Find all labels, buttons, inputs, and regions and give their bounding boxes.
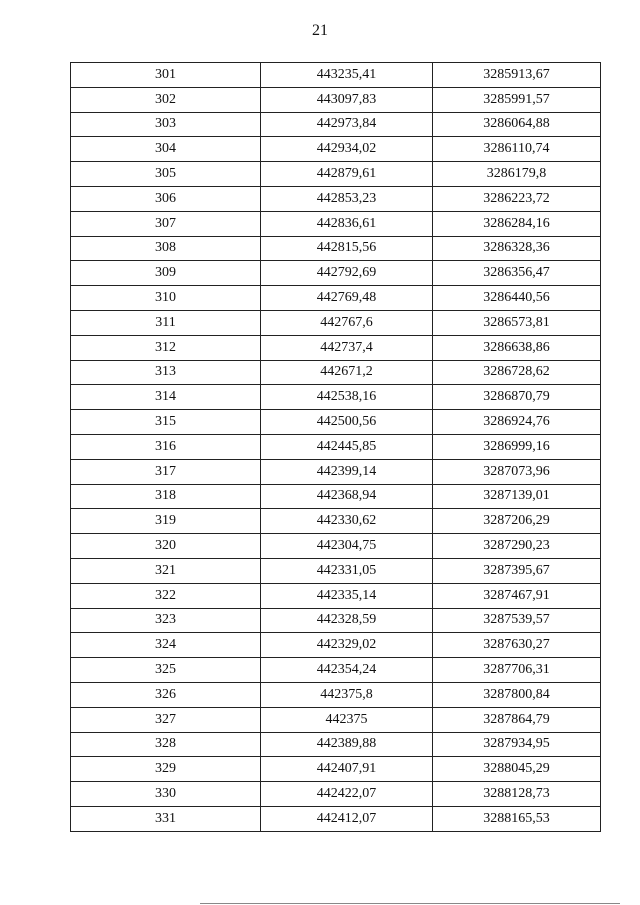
table-row [71, 484, 601, 509]
x-coordinate-cell: 442407,91 [261, 757, 433, 782]
coordinates-table-container [70, 62, 600, 832]
y-coordinate-cell: 3286924,76 [433, 410, 601, 435]
y-coordinate-cell: 3287206,29 [433, 509, 601, 534]
point-number-cell: 326 [71, 682, 261, 707]
point-number-cell: 331 [71, 806, 261, 831]
x-coordinate-cell: 442330,62 [261, 509, 433, 534]
y-coordinate-cell: 3286328,36 [433, 236, 601, 261]
table-row [71, 459, 601, 484]
point-number-cell: 310 [71, 286, 261, 311]
y-coordinate-cell: 3288165,53 [433, 806, 601, 831]
x-coordinate-cell: 442836,61 [261, 211, 433, 236]
point-number-cell: 307 [71, 211, 261, 236]
y-coordinate-cell: 3287467,91 [433, 583, 601, 608]
y-coordinate-cell: 3286440,56 [433, 286, 601, 311]
point-number-cell: 317 [71, 459, 261, 484]
point-number-cell: 301 [71, 63, 261, 88]
table-row [71, 162, 601, 187]
y-coordinate-cell: 3285991,57 [433, 87, 601, 112]
table-row [71, 633, 601, 658]
coordinates-table [70, 62, 601, 832]
y-coordinate-cell: 3286728,62 [433, 360, 601, 385]
point-number-cell: 329 [71, 757, 261, 782]
point-number-cell: 315 [71, 410, 261, 435]
table-row [71, 410, 601, 435]
y-coordinate-cell: 3287934,95 [433, 732, 601, 757]
page-number: 21 [312, 22, 328, 39]
y-coordinate-cell: 3288128,73 [433, 782, 601, 807]
point-number-cell: 314 [71, 385, 261, 410]
point-number-cell: 320 [71, 534, 261, 559]
x-coordinate-cell: 443097,83 [261, 87, 433, 112]
x-coordinate-cell: 442769,48 [261, 286, 433, 311]
x-coordinate-cell: 443235,41 [261, 63, 433, 88]
x-coordinate-cell: 442399,14 [261, 459, 433, 484]
point-number-cell: 328 [71, 732, 261, 757]
point-number-cell: 322 [71, 583, 261, 608]
x-coordinate-cell: 442354,24 [261, 658, 433, 683]
table-row [71, 707, 601, 732]
x-coordinate-cell: 442671,2 [261, 360, 433, 385]
y-coordinate-cell: 3286179,8 [433, 162, 601, 187]
x-coordinate-cell: 442368,94 [261, 484, 433, 509]
x-coordinate-cell: 442329,02 [261, 633, 433, 658]
x-coordinate-cell: 442853,23 [261, 186, 433, 211]
point-number-cell: 309 [71, 261, 261, 286]
table-row [71, 186, 601, 211]
x-coordinate-cell: 442422,07 [261, 782, 433, 807]
point-number-cell: 321 [71, 558, 261, 583]
y-coordinate-cell: 3288045,29 [433, 757, 601, 782]
x-coordinate-cell: 442412,07 [261, 806, 433, 831]
x-coordinate-cell: 442879,61 [261, 162, 433, 187]
table-row [71, 658, 601, 683]
x-coordinate-cell: 442331,05 [261, 558, 433, 583]
x-coordinate-cell: 442500,56 [261, 410, 433, 435]
y-coordinate-cell: 3285913,67 [433, 63, 601, 88]
point-number-cell: 311 [71, 310, 261, 335]
point-number-cell: 304 [71, 137, 261, 162]
x-coordinate-cell: 442973,84 [261, 112, 433, 137]
y-coordinate-cell: 3286064,88 [433, 112, 601, 137]
x-coordinate-cell: 442445,85 [261, 434, 433, 459]
y-coordinate-cell: 3287800,84 [433, 682, 601, 707]
point-number-cell: 306 [71, 186, 261, 211]
point-number-cell: 308 [71, 236, 261, 261]
table-row [71, 335, 601, 360]
y-coordinate-cell: 3287706,31 [433, 658, 601, 683]
y-coordinate-cell: 3286573,81 [433, 310, 601, 335]
x-coordinate-cell: 442335,14 [261, 583, 433, 608]
y-coordinate-cell: 3287539,57 [433, 608, 601, 633]
y-coordinate-cell: 3287630,27 [433, 633, 601, 658]
y-coordinate-cell: 3286638,86 [433, 335, 601, 360]
table-row [71, 236, 601, 261]
x-coordinate-cell: 442792,69 [261, 261, 433, 286]
table-row [71, 757, 601, 782]
table-row [71, 434, 601, 459]
x-coordinate-cell: 442389,88 [261, 732, 433, 757]
table-row [71, 360, 601, 385]
point-number-cell: 313 [71, 360, 261, 385]
table-row [71, 732, 601, 757]
table-row [71, 261, 601, 286]
x-coordinate-cell: 442375,8 [261, 682, 433, 707]
point-number-cell: 325 [71, 658, 261, 683]
table-row [71, 63, 601, 88]
y-coordinate-cell: 3287864,79 [433, 707, 601, 732]
table-row [71, 87, 601, 112]
table-row [71, 137, 601, 162]
table-row [71, 583, 601, 608]
y-coordinate-cell: 3287073,96 [433, 459, 601, 484]
point-number-cell: 330 [71, 782, 261, 807]
y-coordinate-cell: 3286356,47 [433, 261, 601, 286]
point-number-cell: 324 [71, 633, 261, 658]
x-coordinate-cell: 442304,75 [261, 534, 433, 559]
table-row [71, 211, 601, 236]
point-number-cell: 327 [71, 707, 261, 732]
y-coordinate-cell: 3286870,79 [433, 385, 601, 410]
y-coordinate-cell: 3287395,67 [433, 558, 601, 583]
table-row [71, 286, 601, 311]
table-row [71, 310, 601, 335]
point-number-cell: 319 [71, 509, 261, 534]
point-number-cell: 323 [71, 608, 261, 633]
point-number-cell: 318 [71, 484, 261, 509]
x-coordinate-cell: 442934,02 [261, 137, 433, 162]
y-coordinate-cell: 3287139,01 [433, 484, 601, 509]
table-row [71, 782, 601, 807]
x-coordinate-cell: 442328,59 [261, 608, 433, 633]
point-number-cell: 305 [71, 162, 261, 187]
table-row [71, 608, 601, 633]
table-row [71, 558, 601, 583]
x-coordinate-cell: 442767,6 [261, 310, 433, 335]
point-number-cell: 316 [71, 434, 261, 459]
table-row [71, 534, 601, 559]
y-coordinate-cell: 3286284,16 [433, 211, 601, 236]
point-number-cell: 303 [71, 112, 261, 137]
x-coordinate-cell: 442815,56 [261, 236, 433, 261]
table-row [71, 112, 601, 137]
table-row [71, 509, 601, 534]
x-coordinate-cell: 442375 [261, 707, 433, 732]
point-number-cell: 302 [71, 87, 261, 112]
table-row [71, 385, 601, 410]
x-coordinate-cell: 442737,4 [261, 335, 433, 360]
y-coordinate-cell: 3287290,23 [433, 534, 601, 559]
table-row [71, 806, 601, 831]
x-coordinate-cell: 442538,16 [261, 385, 433, 410]
table-row [71, 682, 601, 707]
point-number-cell: 312 [71, 335, 261, 360]
y-coordinate-cell: 3286223,72 [433, 186, 601, 211]
page-bottom-rule [200, 903, 620, 904]
coordinates-table-body [71, 63, 601, 832]
y-coordinate-cell: 3286999,16 [433, 434, 601, 459]
y-coordinate-cell: 3286110,74 [433, 137, 601, 162]
